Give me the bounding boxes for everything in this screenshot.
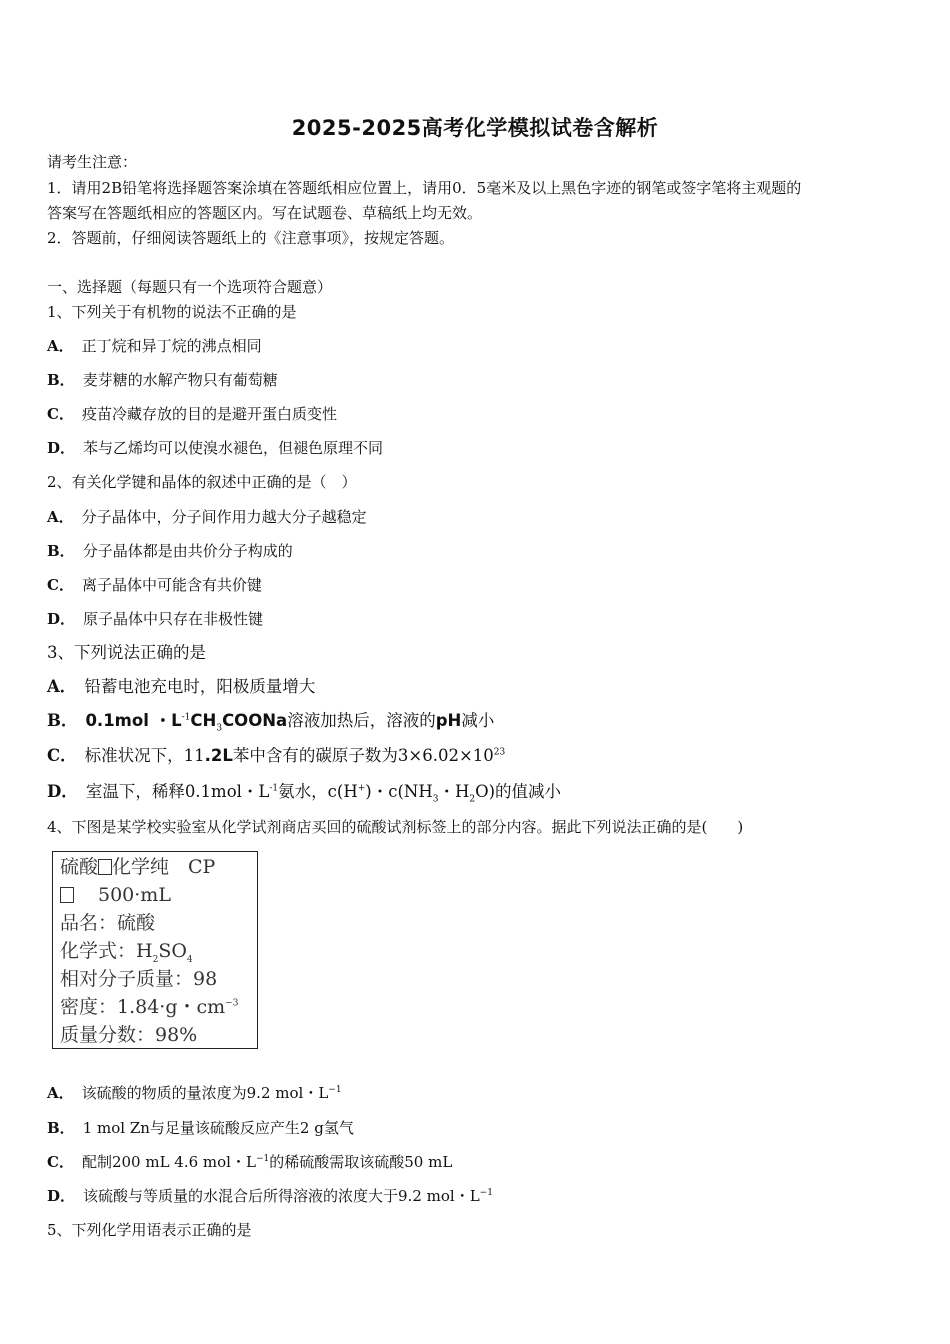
label-line-4 — [60, 938, 193, 964]
option-letter: C． — [47, 746, 77, 765]
q2-option-b — [47, 541, 293, 561]
label-text: 密度：1.84·g・cm — [60, 996, 226, 1018]
subscript: 2 — [152, 954, 159, 965]
label-text: 化学式：H — [60, 940, 153, 962]
q3-option-d — [47, 782, 562, 805]
notice-heading: 请考生注意： — [47, 153, 138, 171]
subscript: 3 — [432, 794, 439, 805]
option-text: 室温下，稀释0.1mol・L — [85, 782, 270, 801]
option-text: 麦芽糖的水解产物只有葡萄糖 — [82, 371, 278, 389]
q4-option-a — [47, 1083, 342, 1103]
option-text: 正丁烷和异丁烷的沸点相同 — [81, 337, 262, 355]
q1-stem: 1、下列关于有机物的说法不正确的是 — [47, 303, 297, 321]
option-text: 分子晶体中，分子间作用力越大分子越稳定 — [81, 508, 367, 526]
q2-option-d — [47, 609, 263, 629]
q4-option-b — [47, 1118, 354, 1138]
reagent-label-figure — [52, 851, 258, 1049]
q4-option-c — [47, 1152, 452, 1172]
exponent: -1 — [181, 712, 191, 723]
option-text: 减小 — [461, 711, 495, 730]
q3-option-a — [47, 677, 315, 697]
option-text: O)的值减小 — [475, 782, 562, 801]
formula-text: CH — [190, 711, 217, 730]
section-heading: 一、选择题（每题只有一个选项符合题意） — [47, 278, 333, 296]
option-letter: A． — [47, 337, 74, 355]
exponent: + — [357, 783, 366, 794]
option-letter: A． — [47, 677, 77, 696]
option-letter: C． — [47, 405, 74, 423]
notice-line-2: 答案写在答题纸相应的答题区内。写在试题卷、草稿纸上均无效。 — [47, 204, 483, 222]
label-text: 化学纯 CP — [112, 856, 216, 878]
q3-option-c — [47, 746, 505, 766]
exponent: −1 — [255, 1154, 270, 1164]
option-text: 氨水，c(H — [278, 782, 358, 801]
option-letter: D． — [47, 782, 78, 801]
option-text: 疫苗冷藏存放的目的是避开蛋白质变性 — [81, 405, 337, 423]
option-text: )・c(NH — [365, 782, 433, 801]
notice-line-3: 2．答题前，仔细阅读答题纸上的《注意事项》，按规定答题。 — [47, 229, 455, 247]
option-letter: B． — [47, 1119, 75, 1137]
subscript: 3 — [216, 723, 223, 734]
option-letter: C． — [47, 576, 74, 594]
option-letter: C． — [47, 1153, 74, 1171]
option-text: 1 mol Zn与足量该硫酸反应产生2 g氢气 — [82, 1119, 354, 1137]
q1-option-a — [47, 336, 262, 356]
square-glyph-icon — [98, 859, 112, 875]
volume-text: .2L — [204, 746, 233, 765]
option-text: 溶液加热后，溶液的 — [287, 711, 436, 730]
label-line-5: 相对分子质量：98 — [60, 968, 218, 990]
subscript: 4 — [186, 954, 193, 965]
option-text: 原子晶体中只存在非极性键 — [83, 610, 264, 628]
option-text: 苯中含有的碳原子数为3×6.02×10 — [232, 746, 494, 765]
option-text: 离子晶体中可能含有共价键 — [81, 576, 262, 594]
option-text: 苯与乙烯均可以使溴水褪色，但褪色原理不同 — [83, 439, 384, 457]
q3-option-b — [47, 711, 495, 734]
option-text: 标准状况下，11 — [84, 746, 205, 765]
q1-option-c — [47, 404, 337, 424]
exponent: -1 — [269, 783, 279, 794]
option-letter: A． — [47, 508, 74, 526]
option-text: 的稀硫酸需取该硫酸50 mL — [269, 1153, 453, 1171]
label-line-3: 品名：硫酸 — [60, 912, 156, 934]
option-text: 分子晶体都是由共价分子构成的 — [82, 542, 293, 560]
exponent: 23 — [493, 747, 506, 758]
option-text: 铅蓄电池充电时，阳极质量增大 — [84, 677, 316, 696]
option-text: 配制200 mL 4.6 mol・L — [81, 1153, 256, 1171]
label-text: 500·mL — [98, 884, 171, 906]
exponent: −3 — [225, 998, 239, 1009]
option-text: 该硫酸的物质的量浓度为9.2 mol・L — [81, 1084, 329, 1102]
q2-option-c — [47, 575, 262, 595]
label-line-1 — [60, 854, 215, 880]
q2-stem: 2、有关化学键和晶体的叙述中正确的是（ ） — [47, 473, 357, 491]
notice-line-1: 1．请用2B铅笔将选择题答案涂填在答题纸相应位置上，请用0．5毫米及以上黑色字迹的钢笔或签字笔将主观题的 — [47, 179, 802, 197]
page-title: 2025-2025高考化学模拟试卷含解析 — [291, 116, 659, 140]
q1-option-b — [47, 370, 278, 390]
ph-text: pH — [435, 711, 462, 730]
option-letter: D． — [47, 439, 76, 457]
option-letter: A． — [47, 1084, 74, 1102]
label-line-2 — [60, 882, 171, 908]
concentration-text: 0.1mol ・L — [85, 711, 182, 730]
q4-option-d — [47, 1186, 493, 1206]
q3-stem: 3、下列说法正确的是 — [47, 643, 206, 662]
label-line-7: 质量分数：98% — [60, 1024, 198, 1046]
option-letter: B． — [47, 711, 78, 730]
option-text: 该硫酸与等质量的水混合后所得溶液的浓度大于9.2 mol・L — [83, 1187, 480, 1205]
label-text: SO — [158, 940, 187, 962]
option-letter: D． — [47, 1187, 76, 1205]
exponent: −1 — [479, 1188, 493, 1198]
option-letter: B． — [47, 542, 75, 560]
q2-option-a — [47, 507, 367, 527]
label-text: 硫酸 — [60, 856, 99, 878]
q1-option-d — [47, 438, 383, 458]
square-glyph-icon — [60, 887, 74, 903]
option-letter: D． — [47, 610, 76, 628]
option-text: ・H — [438, 782, 470, 801]
subscript: 2 — [469, 794, 476, 805]
q4-stem: 4、下图是某学校实验室从化学试剂商店买回的硫酸试剂标签上的部分内容。据此下列说法正确的是( ) — [47, 818, 744, 836]
q5-stem: 5、下列化学用语表示正确的是 — [47, 1221, 252, 1239]
formula-text: COONa — [222, 711, 288, 730]
label-line-6 — [60, 994, 238, 1020]
option-letter: B． — [47, 371, 75, 389]
exponent: −1 — [328, 1085, 342, 1095]
